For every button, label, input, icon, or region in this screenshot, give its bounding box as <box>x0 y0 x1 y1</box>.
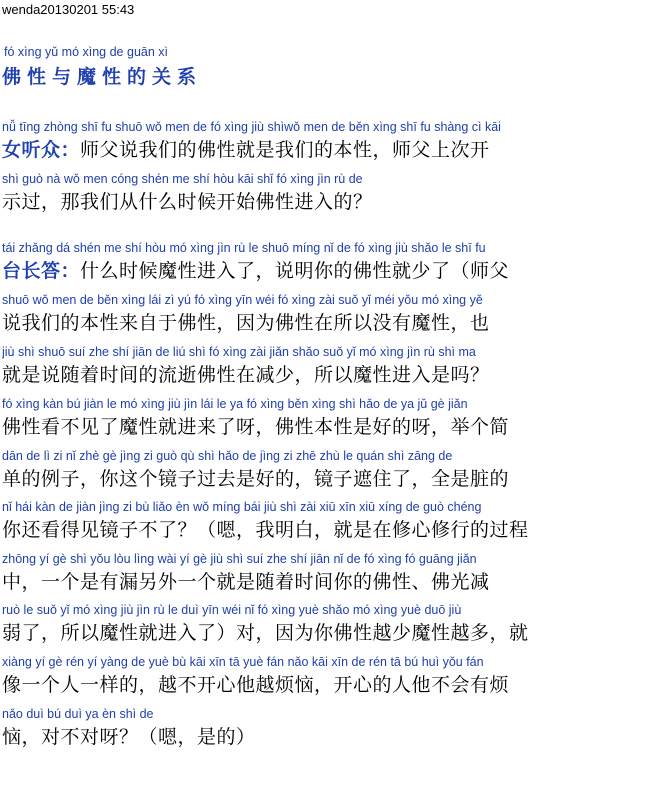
line-text: 就是说随着时间的流逝佛性在减少，所以魔性进入是吗？ <box>2 364 490 386</box>
text-line <box>2 620 671 646</box>
line-text: 你还看得见镜子不了？（嗯，我明白，就是在修心修行的过程 <box>2 519 529 541</box>
text-line <box>2 517 671 543</box>
text-line <box>2 310 671 336</box>
text-line <box>2 258 671 284</box>
doc-id: wenda20130201 55:43 <box>2 2 135 17</box>
text-line <box>2 466 671 492</box>
line-text: 佛性看不见了魔性就进来了呀，佛性本性是好的呀，举个简 <box>2 416 510 438</box>
line-text: 恼，对不对呀？（嗯，是的） <box>2 726 256 748</box>
pinyin-line: fó xìng kàn bú jiàn le mó xìng jiù jìn lái le ya fó xìng běn xìng shì hǎo de ya jǔ gè jiǎn <box>2 397 468 411</box>
text-line <box>2 189 671 215</box>
text-line <box>2 137 671 163</box>
pinyin-line: dān de lì zi nǐ zhè gè jìng zi guò qù shì hǎo de jìng zi zhē zhù le quán shì zāng de <box>2 449 453 463</box>
pinyin-line: ruò le suǒ yǐ mó xìng jiù jìn rù le duì yīn wéi nǐ fó xìng yuè shǎo mó xìng yuè duō jiù <box>2 603 462 617</box>
pinyin-line: zhōng yí gè shì yǒu lòu lìng wài yí gè jiù shì suí zhe shí jiān nǐ de fó xìng fó guāng jiǎn <box>2 552 477 566</box>
pinyin-line: xiàng yí gè rén yí yàng de yuè bù kāi xīn tā yuè fán nǎo kāi xīn de rén tā bú huì yǒu fán <box>2 655 484 669</box>
line-text: 像一个人一样的，越不开心他越烦恼，开心的人他不会有烦 <box>2 674 510 696</box>
speaker-label: 女听众： <box>2 139 81 161</box>
pinyin-line: shì guò nà wǒ men cóng shén me shí hòu kāi shǐ fó xìng jìn rù de <box>2 172 363 186</box>
line-text: 说我们的本性来自于佛性，因为佛性在所以没有魔性，也 <box>2 312 490 334</box>
pinyin-line: nǚ tīng zhòng shī fu shuō wǒ men de fó xìng jiù shìwǒ men de běn xìng shī fu shàng cì kāi <box>2 120 501 134</box>
text-line <box>2 569 671 595</box>
pinyin-line: tái zhǎng dá shén me shí hòu mó xìng jìn rù le shuō míng nǐ de fó xìng jiù shǎo le shī fu <box>2 241 486 255</box>
speaker-label: 台长答： <box>2 260 81 282</box>
text-line <box>2 362 671 388</box>
pinyin-line: nǎo duì bú duì ya èn shì de <box>2 707 154 721</box>
title-pinyin: fó xìng yǔ mó xìng de guān xì <box>4 45 168 59</box>
line-text: 单的例子，你这个镜子过去是好的，镜子遮住了，全是脏的 <box>2 468 510 490</box>
line-text: 什么时候魔性进入了，说明你的佛性就少了（师父 <box>80 260 510 282</box>
line-text: 示过，那我们从什么时候开始佛性进入的？ <box>2 191 373 213</box>
line-text: 师父说我们的佛性就是我们的本性，师父上次开 <box>80 139 490 161</box>
pinyin-line: nǐ hái kàn de jiàn jìng zi bù liǎo èn wǒ míng bái jiù shì zài xiū xīn xiū xíng de guò chéng <box>2 500 482 514</box>
page-title: 佛性与魔性的关系 <box>2 66 203 88</box>
line-text: 弱了，所以魔性就进入了）对，因为你佛性越少魔性越多，就 <box>2 622 529 644</box>
line-text: 中，一个是有漏另外一个就是随着时间你的佛性、佛光减 <box>2 571 490 593</box>
text-line <box>2 672 671 698</box>
text-line <box>2 724 671 750</box>
pinyin-line: jiù shì shuō suí zhe shí jiān de liú shì fó xìng zài jiǎn shǎo suǒ yǐ mó xìng jìn rù shì ma <box>2 345 476 359</box>
pinyin-line: shuō wǒ men de běn xìng lái zì yú fó xìng yīn wéi fó xìng zài suǒ yǐ méi yǒu mó xìng yě <box>2 293 483 307</box>
text-line <box>2 414 671 440</box>
